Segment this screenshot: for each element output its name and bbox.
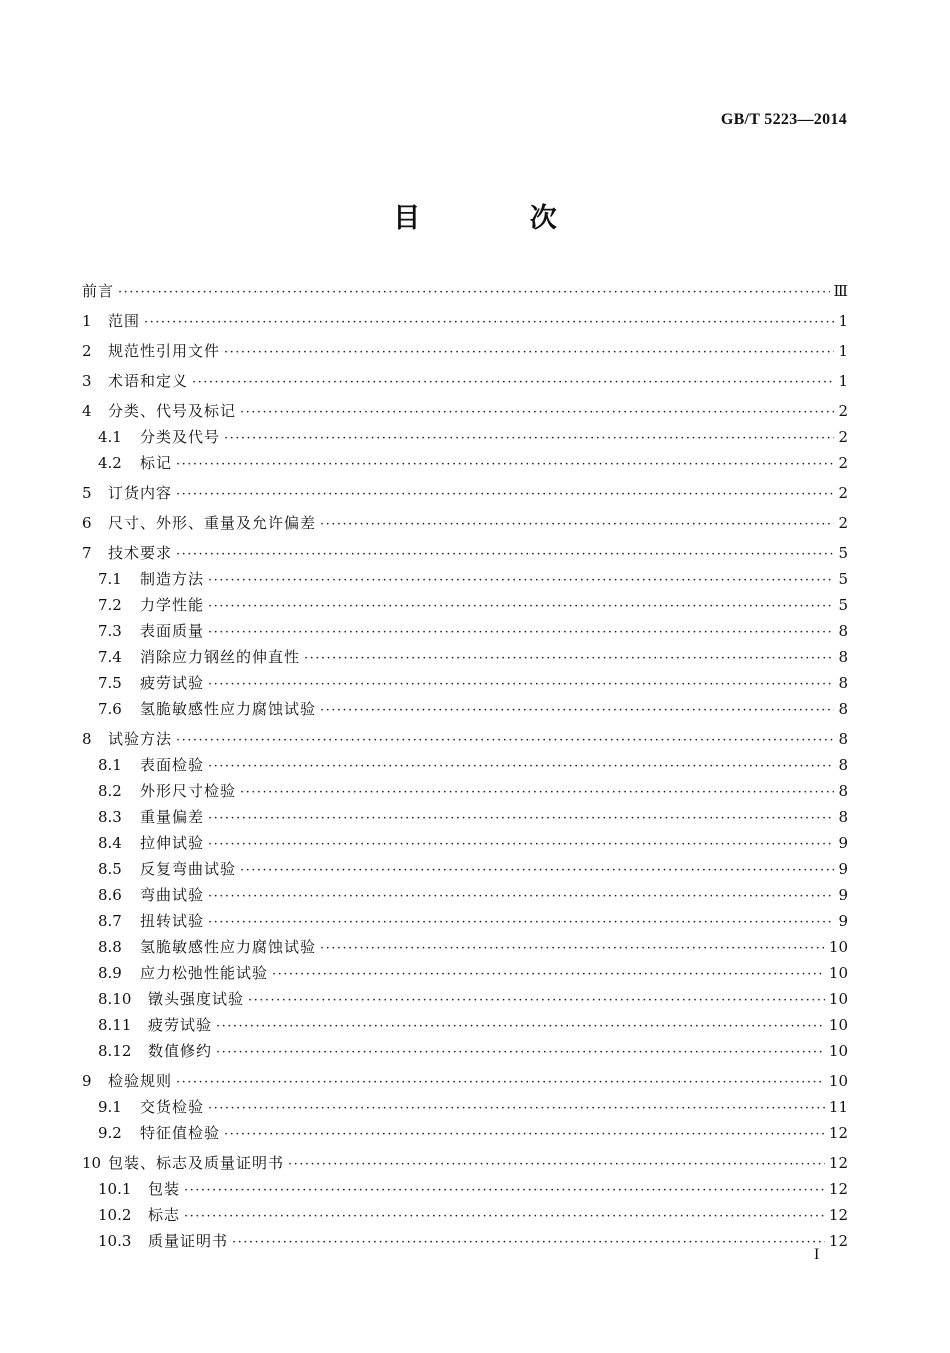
toc-entry[interactable] (82, 1038, 848, 1064)
toc-entry-number: 7.5 (98, 674, 122, 692)
toc-entry-title: 弯曲试验 (140, 886, 205, 904)
toc-entry[interactable] (82, 804, 848, 830)
toc-leader-dots (240, 400, 834, 426)
toc-entry-title: 分类及代号 (140, 428, 221, 446)
toc-entry-title: 扭转试验 (140, 912, 205, 930)
toc-entry[interactable] (82, 540, 848, 566)
toc-entry-number: 6 (82, 514, 92, 532)
toc-entry-page: 10 (828, 1042, 848, 1060)
toc-entry-number: 10.3 (98, 1232, 132, 1250)
toc-entry-page: 12 (828, 1206, 848, 1224)
toc-leader-dots (224, 340, 834, 366)
toc-entry[interactable] (82, 510, 848, 536)
toc-leader-dots (176, 728, 834, 754)
toc-entry-title: 标志 (148, 1206, 181, 1224)
toc-leader-dots (224, 1122, 825, 1148)
toc-entry-number: 9 (82, 1072, 92, 1090)
toc-leader-dots (184, 1178, 825, 1204)
toc-entry-title: 技术要求 (108, 544, 173, 562)
toc-entry-page: 8 (838, 782, 848, 800)
table-of-contents (82, 278, 848, 1254)
toc-leader-dots (208, 910, 834, 936)
toc-entry-number: 7.2 (98, 596, 122, 614)
toc-entry[interactable] (82, 934, 848, 960)
toc-entry[interactable] (82, 1120, 848, 1146)
toc-entry-page: 8 (838, 700, 848, 718)
toc-entry-number: 4 (82, 402, 92, 420)
toc-entry-page: 8 (838, 756, 848, 774)
toc-entry-number: 8.8 (98, 938, 122, 956)
toc-entry-title: 分类、代号及标记 (108, 402, 237, 420)
toc-entry-number: 8.9 (98, 964, 122, 982)
toc-entry-number: 5 (82, 484, 92, 502)
toc-entry-number: 4.2 (98, 454, 122, 472)
toc-entry[interactable] (82, 986, 848, 1012)
toc-entry[interactable] (82, 882, 848, 908)
toc-entry-page: 8 (838, 730, 848, 748)
standard-code: GB/T 5223—2014 (720, 111, 847, 128)
toc-entry-number: 8.7 (98, 912, 122, 930)
page-title: 目 次 (393, 203, 607, 234)
toc-entry-title: 包装、标志及质量证明书 (108, 1154, 285, 1172)
toc-entry-page: 8 (838, 648, 848, 666)
toc-entry-page: 12 (828, 1154, 848, 1172)
toc-entry-number: 10 (82, 1154, 102, 1172)
toc-leader-dots (248, 988, 825, 1014)
toc-entry[interactable] (82, 278, 848, 304)
toc-entry[interactable] (82, 308, 848, 334)
toc-leader-dots (232, 1230, 825, 1256)
toc-leader-dots (208, 620, 834, 646)
toc-leader-dots (184, 1204, 825, 1230)
toc-entry-page: 9 (838, 834, 848, 852)
toc-entry-page: 2 (838, 402, 848, 420)
toc-leader-dots (176, 482, 834, 508)
toc-entry-number: 8.12 (98, 1042, 132, 1060)
toc-entry-page: 12 (828, 1232, 848, 1250)
toc-entry-title: 消除应力钢丝的伸直性 (140, 648, 301, 666)
toc-entry-number: 8.4 (98, 834, 122, 852)
toc-entry-page: 10 (828, 990, 848, 1008)
toc-entry-title: 外形尺寸检验 (140, 782, 237, 800)
toc-entry[interactable] (82, 450, 848, 476)
toc-entry-number: 8.10 (98, 990, 132, 1008)
toc-entry-number: 7.1 (98, 570, 122, 588)
toc-entry-page: 5 (838, 570, 848, 588)
toc-entry-page: 8 (838, 674, 848, 692)
toc-entry-page: 9 (838, 886, 848, 904)
toc-entry-title: 订货内容 (108, 484, 173, 502)
toc-leader-dots (208, 806, 834, 832)
toc-entry[interactable] (82, 1068, 848, 1094)
toc-entry-number: 7.6 (98, 700, 122, 718)
toc-entry[interactable] (82, 338, 848, 364)
toc-leader-dots (208, 754, 834, 780)
toc-entry-title: 疲劳试验 (140, 674, 205, 692)
toc-entry-page: Ⅲ (833, 282, 848, 300)
toc-leader-dots (192, 370, 834, 396)
toc-entry-title: 标记 (140, 454, 173, 472)
toc-leader-dots (320, 512, 834, 538)
toc-entry-title: 术语和定义 (108, 372, 189, 390)
toc-entry-title: 氢脆敏感性应力腐蚀试验 (140, 938, 317, 956)
toc-entry-page: 12 (828, 1124, 848, 1142)
toc-leader-dots (304, 646, 834, 672)
toc-entry[interactable] (82, 480, 848, 506)
toc-entry-number: 8.1 (98, 756, 122, 774)
toc-entry-page: 8 (838, 808, 848, 826)
toc-leader-dots (208, 568, 834, 594)
toc-entry-title: 表面检验 (140, 756, 205, 774)
toc-entry-page: 2 (838, 454, 848, 472)
toc-entry-number: 8 (82, 730, 92, 748)
toc-entry-title: 检验规则 (108, 1072, 173, 1090)
toc-entry-title: 质量证明书 (148, 1232, 229, 1250)
toc-entry-title: 特征值检验 (140, 1124, 221, 1142)
toc-entry-number: 9.2 (98, 1124, 122, 1142)
toc-leader-dots (208, 1096, 825, 1122)
toc-entry[interactable] (82, 696, 848, 722)
toc-entry-number: 8.3 (98, 808, 122, 826)
toc-entry[interactable] (82, 1150, 848, 1176)
toc-entry-title: 尺寸、外形、重量及允许偏差 (108, 514, 317, 532)
toc-entry-number: 7.3 (98, 622, 122, 640)
toc-entry-title: 规范性引用文件 (108, 342, 221, 360)
toc-entry[interactable] (82, 566, 848, 592)
toc-entry-number: 8.5 (98, 860, 122, 878)
toc-entry[interactable] (82, 1202, 848, 1228)
toc-entry-title: 拉伸试验 (140, 834, 205, 852)
toc-leader-dots (272, 962, 825, 988)
toc-leader-dots (208, 884, 834, 910)
toc-leader-dots (176, 452, 834, 478)
toc-entry-page: 10 (828, 938, 848, 956)
toc-entry-number: 4.1 (98, 428, 122, 446)
toc-entry-number: 3 (82, 372, 92, 390)
toc-entry-page: 2 (838, 484, 848, 502)
toc-entry-page: 10 (828, 964, 848, 982)
toc-leader-dots (118, 280, 830, 306)
toc-entry-page: 12 (828, 1180, 848, 1198)
toc-entry-page: 5 (838, 596, 848, 614)
toc-entry-page: 1 (838, 372, 848, 390)
toc-entry-title: 反复弯曲试验 (140, 860, 237, 878)
toc-entry-title: 力学性能 (140, 596, 205, 614)
toc-entry-title: 疲劳试验 (148, 1016, 213, 1034)
toc-leader-dots (208, 594, 834, 620)
toc-entry-title: 范围 (108, 312, 141, 330)
toc-entry-page: 9 (838, 912, 848, 930)
toc-entry[interactable] (82, 960, 848, 986)
toc-entry[interactable] (82, 830, 848, 856)
toc-leader-dots (208, 672, 834, 698)
toc-entry[interactable] (82, 644, 848, 670)
toc-entry-title: 重量偏差 (140, 808, 205, 826)
toc-leader-dots (216, 1040, 825, 1066)
toc-entry-number: 8.2 (98, 782, 122, 800)
toc-entry-number: 10.2 (98, 1206, 132, 1224)
toc-leader-dots (288, 1152, 825, 1178)
toc-entry[interactable] (82, 1012, 848, 1038)
toc-entry-number: 10.1 (98, 1180, 132, 1198)
toc-entry-page: 10 (828, 1016, 848, 1034)
toc-entry[interactable] (82, 1094, 848, 1120)
toc-entry-number: 8.6 (98, 886, 122, 904)
toc-entry-title: 包装 (148, 1180, 181, 1198)
toc-leader-dots (240, 780, 834, 806)
page-number: I (814, 1246, 820, 1263)
toc-entry-page: 10 (828, 1072, 848, 1090)
toc-leader-dots (176, 1070, 825, 1096)
toc-entry-title: 制造方法 (140, 570, 205, 588)
toc-entry-title: 交货检验 (140, 1098, 205, 1116)
toc-entry-title: 前言 (82, 282, 115, 300)
toc-entry[interactable] (82, 398, 848, 424)
toc-leader-dots (216, 1014, 825, 1040)
toc-entry-page: 11 (828, 1098, 848, 1116)
toc-entry[interactable] (82, 1176, 848, 1202)
toc-entry[interactable] (82, 778, 848, 804)
toc-entry[interactable] (82, 618, 848, 644)
toc-entry-page: 8 (838, 622, 848, 640)
toc-entry-page: 1 (838, 342, 848, 360)
toc-entry-number: 1 (82, 312, 92, 330)
toc-leader-dots (208, 832, 834, 858)
toc-leader-dots (144, 310, 834, 336)
toc-leader-dots (320, 936, 825, 962)
toc-entry-title: 应力松弛性能试验 (140, 964, 269, 982)
toc-leader-dots (176, 542, 834, 568)
toc-entry-page: 2 (838, 514, 848, 532)
toc-entry[interactable] (82, 592, 848, 618)
toc-entry-page: 5 (838, 544, 848, 562)
toc-entry[interactable] (82, 908, 848, 934)
toc-entry-number: 2 (82, 342, 92, 360)
toc-entry-number: 9.1 (98, 1098, 122, 1116)
toc-entry[interactable] (82, 856, 848, 882)
toc-entry-page: 2 (838, 428, 848, 446)
toc-leader-dots (320, 698, 834, 724)
toc-entry-number: 7 (82, 544, 92, 562)
toc-entry[interactable] (82, 424, 848, 450)
toc-entry-title: 试验方法 (108, 730, 173, 748)
toc-entry-page: 1 (838, 312, 848, 330)
toc-entry[interactable] (82, 368, 848, 394)
toc-entry-title: 数值修约 (148, 1042, 213, 1060)
toc-entry-page: 9 (838, 860, 848, 878)
toc-entry[interactable] (82, 1228, 848, 1254)
toc-entry-number: 7.4 (98, 648, 122, 666)
toc-entry-title: 镦头强度试验 (148, 990, 245, 1008)
toc-entry[interactable] (82, 726, 848, 752)
toc-leader-dots (240, 858, 834, 884)
toc-entry-title: 氢脆敏感性应力腐蚀试验 (140, 700, 317, 718)
toc-entry-number: 8.11 (98, 1016, 132, 1034)
toc-leader-dots (224, 426, 834, 452)
toc-entry-title: 表面质量 (140, 622, 205, 640)
toc-entry[interactable] (82, 752, 848, 778)
toc-entry[interactable] (82, 670, 848, 696)
